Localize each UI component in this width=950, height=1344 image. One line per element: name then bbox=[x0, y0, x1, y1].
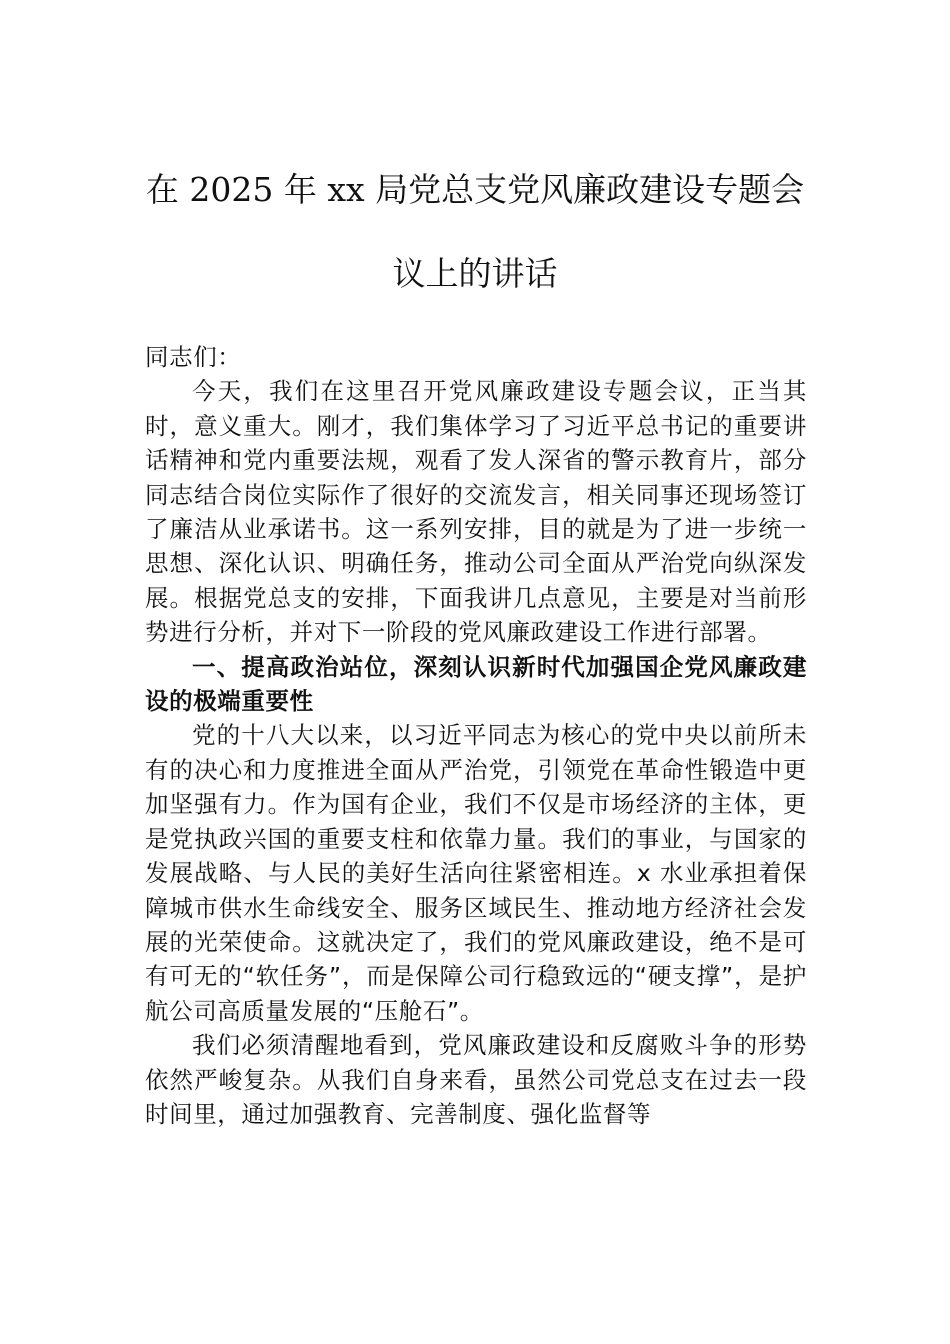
document-title: 在 2025 年 xx 局党总支党风廉政建设专题会议上的讲话 bbox=[145, 170, 805, 293]
section-heading-1: 一、提高政治站位，深刻认识新时代加强国企党风廉政建设的极端重要性 bbox=[145, 652, 807, 716]
document-body bbox=[145, 340, 807, 1131]
paragraph-intro: 今天，我们在这里召开党风廉政建设专题会议，正当其时，意义重大。刚才，我们集体学习了习近平总书记的重要讲话精神和党内重要法规，观看了发人深省的警示教育片，部分同志结合岗位实际作了很好的交流发言，相关同事还现场签订了廉洁从业承诺书。这一系列安排，目的就是为了进一步统一思想、深化认识、明确任务，推动公司全面从严治党向纵深发展。根据党总支的安排，下面我讲几点意见，主要是对当前形势进行分析，并对下一阶段的党风廉政建设工作进行部署。 bbox=[145, 377, 807, 647]
paragraph-section-1-b: 我们必须清醒地看到，党风廉政建设和反腐败斗争的形势依然严峻复杂。从我们自身来看，虽然公司党总支在过去一段时间里，通过加强教育、完善制度、强化监督等 bbox=[145, 1031, 807, 1128]
paragraph-section-1-a: 党的十八大以来，以习近平同志为核心的党中央以前所未有的决心和力度推进全面从严治党，引领党在革命性锻造中更加坚强有力。作为国有企业，我们不仅是市场经济的主体，更是党执政兴国的重要支柱和依靠力量。我们的事业，与国家的发展战略、与人民的美好生活向往紧密相连。x 水业承担着保障城市供水生命线安全、服务区域民生、推动地方经济社会发展的光荣使命。这就决定了，我们的党风廉政建设，绝不是可有可无的“软任务”，而是保障公司行稳致远的“硬支撑”，是护航公司高质量发展的“压舱石”。 bbox=[145, 721, 807, 1025]
salutation: 同志们： bbox=[145, 343, 242, 371]
